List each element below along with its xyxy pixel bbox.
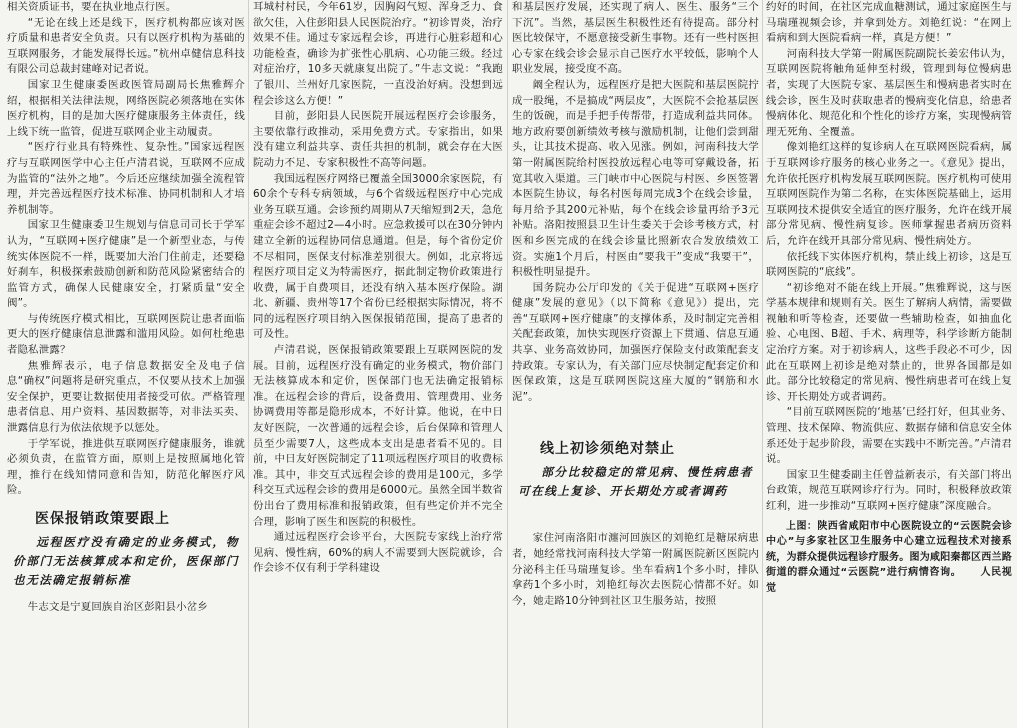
column-divider <box>248 0 249 728</box>
spacer <box>512 511 759 531</box>
column-2 <box>253 0 503 728</box>
paragraph: 阚全程认为，远程医疗是把大医院和基层医院拧成一股绳，不是搞成“两层皮”，大医院不会抢基层医生的饭碗，而是手把手传帮带，打造成利益共同体。地方政府要创新绩效考核与激励机制，让他们尝到甜头，让其技术提高、收入见涨。例如，河南科技大学第一附属医院给村医投放远程心电等可穿戴设备，拓宽其收入渠道。三门峡市中心医院与村医、乡医签署本医院生协议，每名村医每周完成3个在线会诊量，每月给予其200元补贴，每个在线会诊量再给予3元补贴。洛阳按照县卫生计生委关于会诊考核方式，村医和乡医完成的在线会诊量比照新农合发放绩效工资。实施1个月后，村医由“要我干”变成“我要干”，积极性明显提升。 <box>512 78 759 279</box>
paragraph: 国家卫生健委副主任曾益新表示，有关部门将出台政策，规范互联网诊疗行为。同时，积极释放政策红利，进一步推动“互联网+医疗健康”深度融合。 <box>766 468 1012 512</box>
paragraph: “目前互联网医院的‘地基’已经打好，但其业务、管理、技术保障、物流供应、数据存储和信息安全体系还处于起步阶段，需要在实践中不断完善。”卢清君说。 <box>766 406 1012 466</box>
paragraph: 耳城村村民，今年61岁，因胸闷气短、浑身乏力、食欲欠佳，入住彭阳县人民医院治疗。“初诊胃炎，治疗效果不佳。通过专家远程会诊，再进行心脏彩超和心功能检查，确诊为扩张性心肌病、心功能三级。经过对症治疗，10多天就康复出院了。”牛志文说：“我跑了银川、兰州好几家医院，一直没治好病。没想到远程会诊这么方便！” <box>253 1 503 107</box>
paragraph: 像刘艳红这样的复诊病人在互联网医院看病，属于互联网诊疗服务的核心业务之一。《意见》提出，允许依托医疗机构发展互联网医院。医疗机构可使用互联网医院作为第二名称，在实体医院基础上，运用互联网技术提供安全适宜的医疗服务，允许在线开展部分常见病、慢性病复诊。医师掌握患者病历资料后，允许在线开具部分常见病、慢性病处方。 <box>766 141 1012 247</box>
paragraph: 通过远程医疗会诊平台，大医院专家线上治疗常见病、慢性病，60%的病人不需要到大医院就诊，合作会诊不仅有利于学科建设 <box>253 531 503 575</box>
paragraph: 国务院办公厅印发的《关于促进“互联网+医疗健康”发展的意见》（以下简称《意见》）提出，完善“互联网+医疗健康”的支撑体系，及时制定完善相关配套政策，加快实现医疗资源上下贯通、信息互通共享、业务高效协同，加强医疗保险支付政策配套支持政策。专家认为，有关部门应尽快制定配套定价和医保政策，这是互联网医院这座大厦的“钢筋和水泥”。 <box>512 281 759 403</box>
section-headline: 医保报销政策要跟上 <box>35 511 170 527</box>
paragraph: 牛志文是宁夏回族自治区彭阳县小岔乡 <box>27 601 208 613</box>
column-divider <box>762 0 763 728</box>
column-divider <box>507 0 508 728</box>
paragraph: 于学军说，推进供互联网医疗健康服务，谁就必须负责，在监管方面，原则上是按照属地化管理，推行在线知情同意和告知，防范化解医疗风险。 <box>7 437 245 497</box>
paragraph: 约好的时间，在社区完成血糖测试，通过家庭医生与马瑞瑾视频会诊，并拿到处方。刘艳红说：“在网上看病和到大医院看病一样，真是方便！” <box>766 1 1012 45</box>
paragraph: 家住河南洛阳市瀍河回族区的刘艳红是糖尿病患者，她经常找河南科技大学第一附属医院新区医院内分泌科主任马瑞瑾复诊。坐车看病1个多小时，排队拿药1个多小时，刘艳红每次去医院心情都不好。如今，她走路10分钟到社区卫生服务站，按照 <box>512 532 759 607</box>
section-subhead: 部分比较稳定的常见病、慢性病患者可在线上复诊、开长期处方或者调药 <box>518 465 753 499</box>
caption-text: 上图：陕西省咸阳市中心医院设立的“云医院会诊中心”与多家社区卫生服务中心建立远程技术对接系统，为群众提供远程诊疗服务。图为咸阳秦都区西兰路街道的群众通过“云医院”进行病情咨询。 <box>766 520 1012 579</box>
section-subhead: 远程医疗没有确定的业务模式，物价部门无法核算成本和定价，医保部门也无法确定报销标准 <box>13 535 239 587</box>
paragraph: 焦雅辉表示，电子信息数据安全及电子信息“确权”问题将是研究重点，不仅要从技术上加强安全保护，更要让数据使用者接受可依。严格管理患者信息、用户资料、基因数据等，对非法买卖、泄露信息行为依法依规予以惩处。 <box>7 359 245 435</box>
paragraph: 相关资质证书，要在执业地点行医。 <box>7 1 177 13</box>
paragraph: “无论在线上还是线下，医疗机构都应该对医疗质量和患者安全负责。只有以医疗机构为基础的互联网服务，才能发展得长远。”杭州卓健信息科技有限公司总裁封建峰对记者说。 <box>7 16 245 76</box>
column-1 <box>7 0 245 728</box>
photo-caption <box>766 519 1012 597</box>
photo-credit: 人民视觉 <box>766 567 1012 594</box>
paragraph: 国家卫生健康委医政医管局副局长焦雅辉介绍，根据相关法律法规，网络医院必须落地在实体医疗机构，目的是加大医疗健康服务主体责任，线上线下统一监管，促进互联网企业主动履责。 <box>7 78 245 138</box>
paragraph: 我国远程医疗网络已覆盖全国3000余家医院，有60余个专科专病领域，与6个省级远程医疗中心完成业务互联互通。会诊预约周期从7天缩短到2天，急危重症会诊不超过2—4小时。应急救援可以在30分钟内建立全新的远程协同信息通道。但是，每个省份定价不尽相同，医保支付标准差别很大。例如，北京将远程医疗项目定义为特需医疗，据此制定物价政策进行收费，属于自费项目，还没有纳入基本医疗保险。湖北、新疆、贵州等17个省份已经根据实际情况，将不同的远程医疗项目纳入医保报销范围，提高了患者的可及性。 <box>253 172 503 341</box>
paragraph: “医疗行业具有特殊性、复杂性。”国家远程医疗与互联网医学中心主任卢清君说，互联网不应成为监管的“法外之地”。今后还应继续加强全流程管理，并完善远程医疗技术标准、协同机制和人才培养机制等。 <box>7 141 245 216</box>
paragraph: 依托线下实体医疗机构，禁止线上初诊，这是互联网医院的“底线”。 <box>766 250 1012 279</box>
column-4 <box>766 0 1012 728</box>
paragraph: 目前，彭阳县人民医院开展远程医疗会诊服务，主要依靠行政推动，采用免费方式。专家指出，如果没有建立利益共享、责任共担的机制，就会存在大医院动力不足、专家积极性不高等问题。 <box>253 110 503 169</box>
paragraph: “初诊绝对不能在线上开展。”焦雅辉说，这与医学基本规律和规则有关。医生了解病人病情，需要做视触和听等检查，还要做一些辅助检查，如抽血化验、心电图、B超、手术、病理等，科学诊断方能制定治疗方案。对于初诊病人，这些手段必不可少，因此在互联网上初诊是绝对禁止的，世界各国都是如此。部分比较稳定的常见病、慢性病患者可在线上复诊、开长期处方或者调药。 <box>766 281 1012 403</box>
column-3 <box>512 0 759 728</box>
paragraph: 国家卫生健康委卫生规划与信息司司长于学军认为，“互联网+医疗健康”是一个新型业态，与传统实体医院不一样，既要加大治门住前走，还要稳好刹车，积极探索鼓励创新和防范风险紧密结合的监管方式，确保人民健康安全，打紧质量“安全阀”。 <box>7 219 245 310</box>
section-headline: 线上初诊须绝对禁止 <box>540 441 675 458</box>
paragraph: 河南科技大学第一附属医院副院长姜宏伟认为，互联网医院将触角延伸至村级，管理到每位慢病患者，实现了大医院专家、基层医生和慢病患者实时在线会诊，医生及时获取患者的慢病变化信息，给患者慢病体化、规范化和个性化的诊疗方案，实现慢病管理无死角、全覆盖。 <box>766 47 1012 138</box>
paragraph: 和基层医疗发展，还实现了病人、医生、服务“三个下沉”。当然，基层医生积极性还有待提高。部分村医比较保守，不愿意接受新生事物。还有一些村医担心专家在线会诊会显示自己医疗水平较低，影响个人职业发展，接受度不高。 <box>512 1 759 76</box>
paragraph: 卢清君说，医保报销政策要跟上互联网医院的发展。目前，远程医疗没有确定的业务模式，物价部门无法核算成本和定价，医保部门也无法确定报销标准。在远程会诊的背后，设备费用、管理费用、业务协调费用等都是隐形成本，不好计算。他说，在中日友好医院，一次普通的远程会诊，后台保障和管理人员至少需要7人，这些成本支出是患者看不见的。目前，中日友好医院制定了11项远程医疗项目的收费标准。其中，非交互式远程会诊的费用是100元，多学科交互式远程会诊的费用是6000元。虽然全国半数省份出台了费用标准和报销政策，但有些定价并不完全合理，影响了医生和医院的积极性。 <box>253 344 503 528</box>
paragraph: 与传统医疗模式相比，互联网医院让患者面临更大的医疗健康信息泄露和滥用风险。如何杜绝患者隐私泄露？ <box>7 312 245 357</box>
